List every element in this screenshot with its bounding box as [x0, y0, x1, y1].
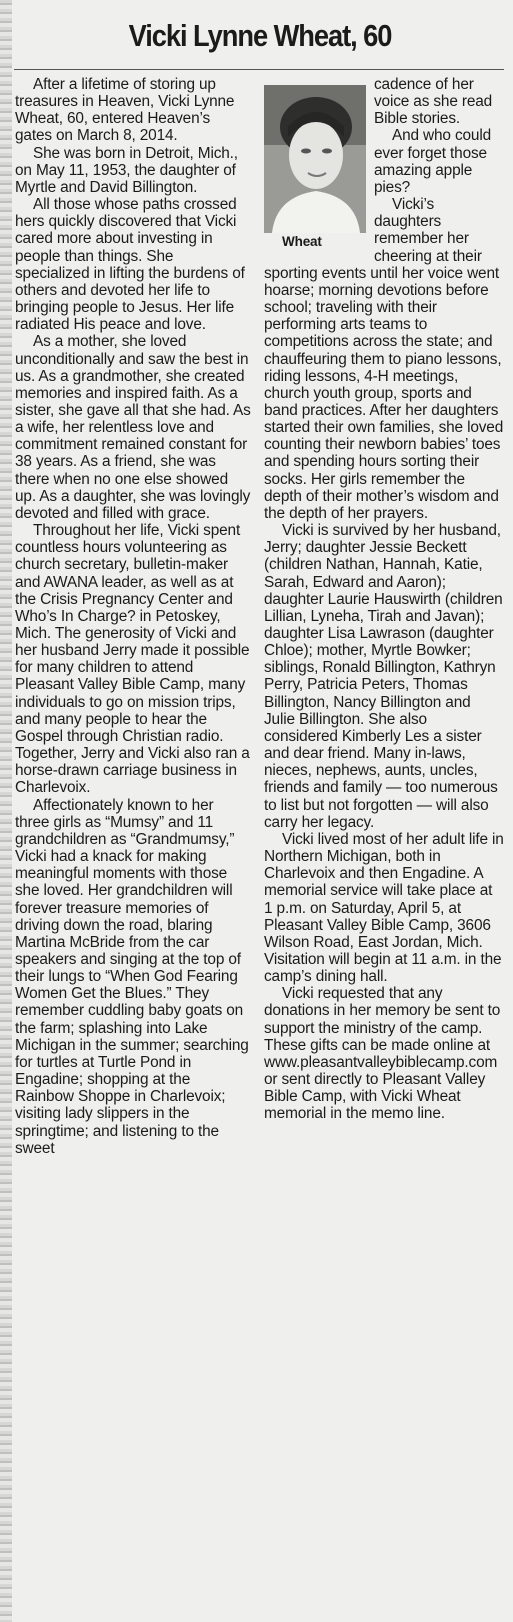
- page-edge-binding: [0, 0, 12, 1622]
- left-paragraph-2: She was born in Detroit, Mich., on May 11, 1953, the daughter of Myrtle and David Billington.: [15, 144, 238, 196]
- photo-caption: Wheat: [282, 234, 322, 249]
- headline-rule: [14, 69, 504, 70]
- right-paragraph-5: Vicki lived most of her adult life in Northern Michigan, both in Charlevoix and then Engadine. A memorial service will take place at 1 p.m. on Saturday, April 5, at Pleasant Valley Bible Camp, 3606 Wilson Road, East Jordan, Mich. Visitation will begin at 11 a.m. in the camp’s dining hall.: [264, 830, 504, 986]
- right-paragraph-6: Vicki requested that any donations in her memory be sent to support the ministry of the camp. These gifts can be made online at www.pleasantvalleybiblecamp.com or sent directly to Pleasant Valley Bible Camp, with Vicki Wheat memorial in the memo line.: [264, 985, 501, 1123]
- right-paragraph-3: Vicki’s daughters remember her cheering at their sporting events until her voice went hoarse; morning devotions before school; traveling with their performing arts teams to competitions across the state; and chauffeuring them to piano lessons, riding lessons, 4-H meetings, church youth group, sports and band practices. After her daughters started their own families, she loved counting their newborn babies’ toes and spending hours sorting their socks. Her girls remember the depth of their mother’s wisdom and the depth of her prayers.: [264, 196, 504, 522]
- right-paragraph-2: And who could ever forget those amazing apple pies?: [374, 127, 492, 196]
- right-paragraph-4: Vicki is survived by her husband, Jerry; daughter Jessie Beckett (children Nathan, Hannah, Katie, Sarah, Edward and Aaron); daughter Laurie Hauswirth (children Lillian, Lyneha, Tirah and Javan); daughter Lisa Lawrason (daughter Chloe); mother, Myrtle Bowker; siblings, Ronald Billington, Kathryn Perry, Patricia Peters, Thomas Billington, Nancy Billington and Julie Billington. She also considered Kimberly Les a sister and dear friend. Many in-laws, nieces, nephews, aunts, uncles, friends and family — too numerous to list but not forgotten — will also carry her legacy.: [264, 522, 503, 831]
- left-paragraph-6: Affectionately known to her three girls as “Mumsy” and 11 grandchildren as “Grandmumsy,” Vicki had a knack for making meaningful moments with those she loved. Her grandchildren will forever treasure memories of driving down the road, blaring Martina McBride from the car speakers and singing at the top of their lungs to “When God Fearing Women Get the Blues.” They remember cuddling baby goats on the farm; splashing into Lake Michigan in the summer; searching for turtles at Turtle Pond in Engadine; shopping at the Rainbow Shoppe in Charlevoix; visiting lady slippers in the springtime; and listening to the sweet: [15, 796, 249, 1157]
- portrait-photo-icon: [264, 85, 366, 233]
- left-column: [15, 76, 251, 1157]
- left-paragraph-4: As a mother, she loved unconditionally and saw the best in us. As a grandmother, she created memories and inspired faith. As a sister, she gave all that she had. As a wife, her relentless love and commitment remained constant for 38 years. As a friend, she was there when no one else showed up. As a daughter, she was lovingly devoted and filled with grace.: [15, 333, 251, 522]
- left-paragraph-5: Throughout her life, Vicki spent countless hours volunteering as church secretary, bulletin-maker and AWANA leader, as well as at the Crisis Pregnancy Center and Who’s In Charge? in Petoskey, Mich. The generosity of Vicki and her husband Jerry made it possible for many children to attend Pleasant Valley Bible Camp, many individuals to go on mission trips, and many people to hear the Gospel through Christian radio. Together, Jerry and Vicki also ran a horse-drawn carriage business in Charlevoix.: [15, 522, 250, 797]
- obituary-headline: Vicki Lynne Wheat, 60: [128, 18, 392, 53]
- right-column: [264, 76, 504, 1123]
- left-paragraph-3: All those whose paths crossed hers quickly discovered that Vicki cared more about investing in people than things. She specialized in lifting the burdens of others and devoted her life to bringing people to Jesus. Her life radiated His peace and love.: [15, 196, 245, 334]
- photo-block: [264, 85, 366, 257]
- right-paragraph-1: cadence of her voice as she read Bible stories.: [374, 76, 493, 128]
- left-paragraph-1: After a lifetime of storing up treasures in Heaven, Vicki Lynne Wheat, 60, entered Heaven’s gates on March 8, 2014.: [15, 76, 235, 145]
